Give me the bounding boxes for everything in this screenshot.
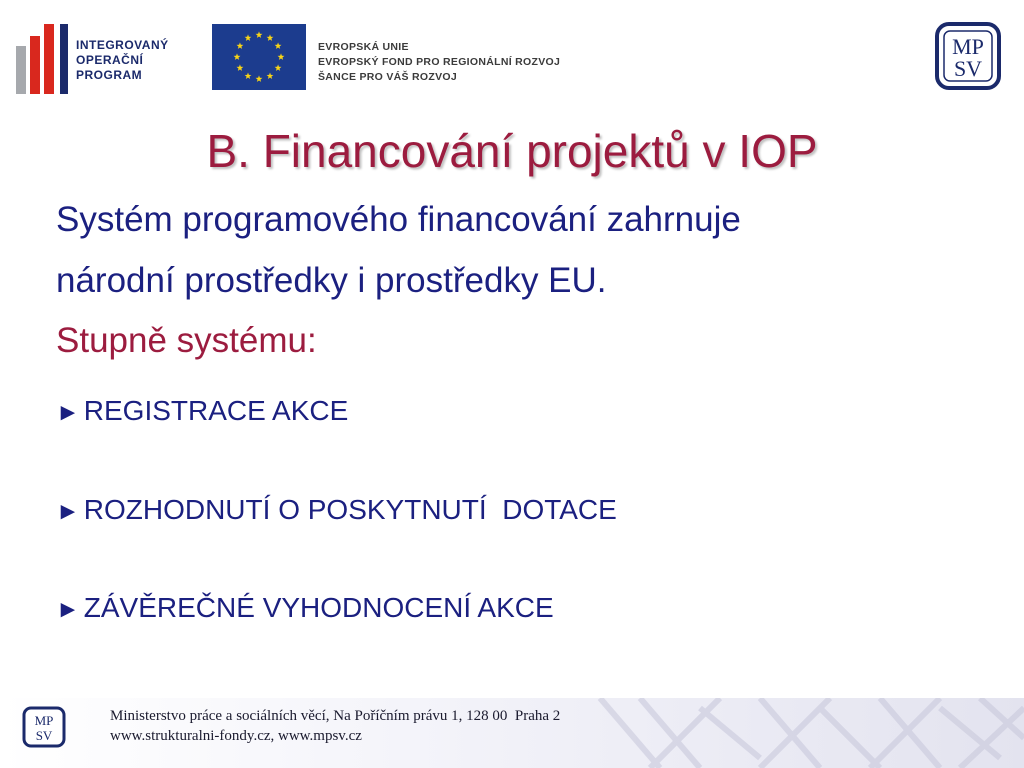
iop-logo-bar	[30, 36, 40, 94]
footer-contact-text	[110, 706, 560, 746]
eu-star-icon	[256, 75, 263, 82]
iop-logo-line: OPERAČNÍ	[76, 53, 144, 67]
mpsv-logo-text: SV	[953, 56, 983, 81]
eu-star-icon	[267, 72, 274, 79]
stages-heading: Stupně systému:	[56, 321, 317, 360]
eu-line: EVROPSKÁ UNIE	[318, 41, 409, 53]
eu-star-icon	[275, 64, 282, 71]
eu-star-icon	[237, 42, 244, 49]
eu-star-icon	[278, 53, 285, 60]
bullet-arrow-icon: ►	[56, 498, 80, 525]
intro-text-line: národní prostředky i prostředky EU.	[56, 261, 607, 300]
eu-star-icon	[275, 42, 282, 49]
iop-logo-text	[76, 38, 169, 83]
eu-star-icon	[245, 34, 252, 41]
bullet-arrow-icon: ►	[56, 399, 80, 426]
iop-logo-bar	[44, 24, 54, 94]
stage-item	[56, 395, 348, 429]
eu-line: EVROPSKÝ FOND PRO REGIONÁLNÍ ROZVOJ	[318, 56, 561, 68]
header-logos	[0, 0, 1024, 110]
mpsv-logo-text: MP	[952, 34, 984, 59]
stage-label: ZÁVĚREČNÉ VYHODNOCENÍ AKCE	[83, 592, 554, 623]
eu-star-icon	[237, 64, 244, 71]
iop-logo-bar	[16, 46, 26, 94]
slide-content	[56, 200, 986, 623]
footer-logo-text: MP	[34, 713, 54, 728]
eu-line: ŠANCE PRO VÁŠ ROZVOJ	[318, 71, 458, 83]
footer-address: Ministerstvo práce a sociálních věcí, Na Poříčním právu 1, 128 00 Praha 2	[110, 708, 561, 724]
eu-star-icon	[245, 72, 252, 79]
eu-flag-icon	[212, 24, 306, 90]
stage-item	[56, 494, 617, 528]
iop-logo-line: INTEGROVANÝ	[76, 38, 169, 52]
footer-logo-text: SV	[35, 728, 53, 743]
intro-text-line: Systém programového financování zahrnuje	[56, 200, 741, 239]
footer-mpsv-logo	[22, 706, 66, 748]
footer	[0, 698, 1024, 768]
eu-star-icon	[256, 31, 263, 38]
eu-text	[318, 40, 560, 85]
iop-logo-bar	[60, 24, 68, 94]
iop-logo	[16, 24, 186, 94]
eu-star-icon	[234, 53, 241, 60]
stage-item	[56, 592, 554, 626]
slide-title: B. Financování projektů v IOP	[206, 125, 818, 177]
iop-logo-line: PROGRAM	[76, 68, 143, 82]
bullet-arrow-icon: ►	[56, 596, 80, 623]
stage-label: REGISTRACE AKCE	[83, 395, 349, 426]
stage-label: ROZHODNUTÍ O POSKYTNUTÍ DOTACE	[83, 494, 617, 525]
eu-star-icon	[267, 34, 274, 41]
footer-websites: www.strukturalni-fondy.cz, www.mpsv.cz	[110, 728, 362, 744]
mpsv-logo	[935, 22, 1001, 90]
